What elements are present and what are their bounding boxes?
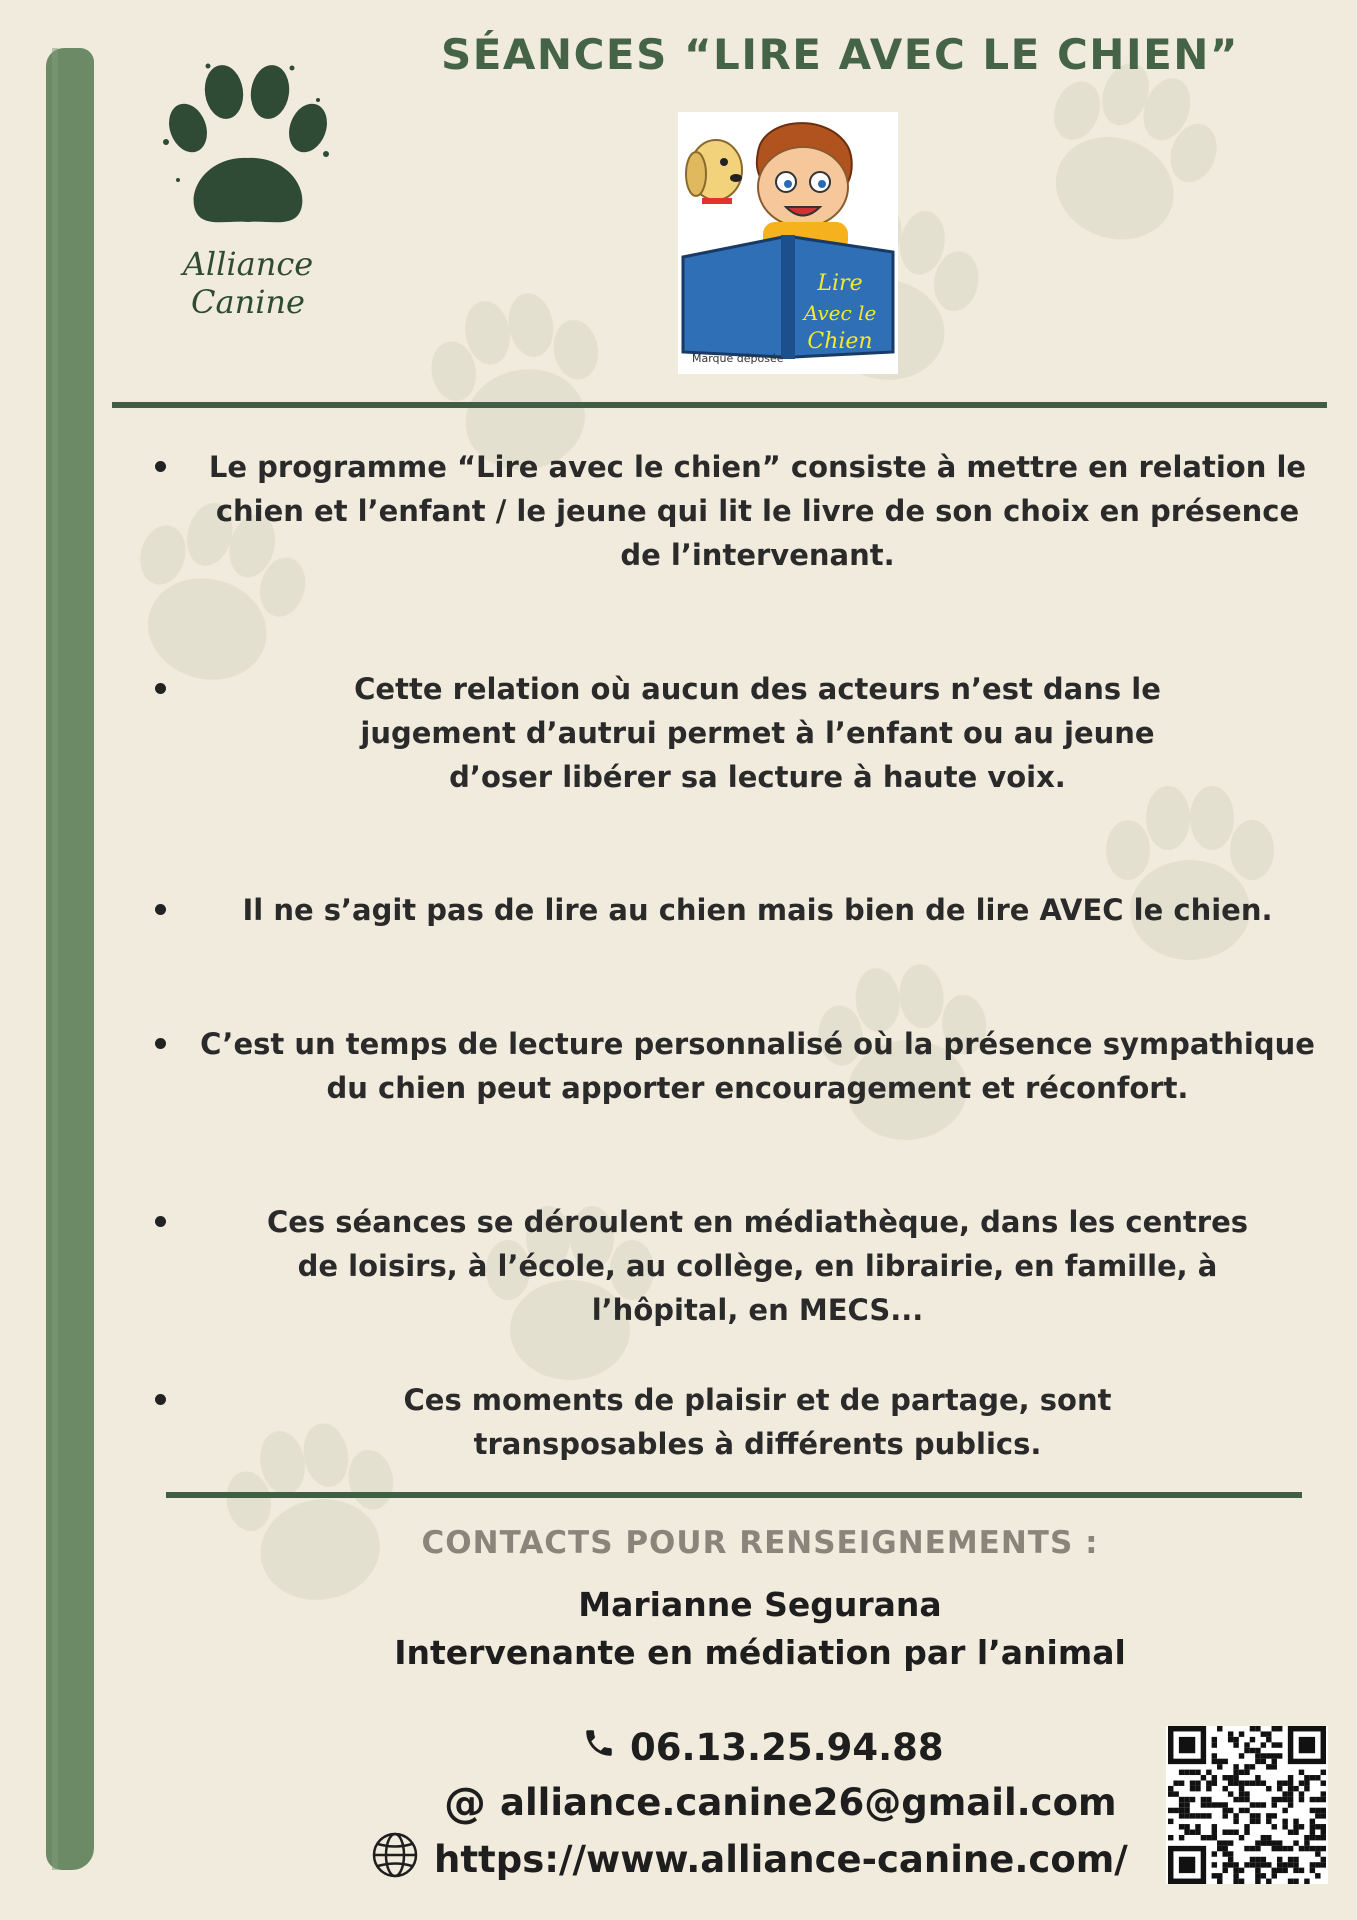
bullet-dot: [155, 1216, 166, 1227]
bullet-dot: [155, 461, 166, 472]
phone-icon: [582, 1726, 616, 1769]
contact-name: Marianne Segurana: [578, 1585, 942, 1624]
bullet-text: Cette relation où aucun des acteurs n’est dans le jugement d’autrui permet à l’enfant ou au jeune d’oser libérer sa lecture à haute voix.: [354, 672, 1161, 794]
logo-line-2: Canine: [191, 283, 305, 321]
book-cover-line-3: Chien: [807, 329, 873, 354]
boy-dog-book-illustration: [678, 112, 898, 374]
bullet-text: Ces moments de plaisir et de partage, sont transposables à différents publics.: [403, 1383, 1112, 1461]
trademark-caption: Marque déposée: [692, 352, 784, 365]
decorative-brush-bar: [46, 48, 94, 1870]
divider-bottom: [166, 1492, 1302, 1498]
email-address[interactable]: alliance.canine26@gmail.com: [500, 1781, 1117, 1824]
bullet-text: Il ne s’agit pas de lire au chien mais bien de lire AVEC le chien.: [242, 893, 1273, 927]
phone-number[interactable]: 06.13.25.94.88: [630, 1726, 944, 1769]
qr-code-graphic: [1166, 1726, 1328, 1884]
list-item: [150, 1200, 1330, 1332]
list-item: [150, 1022, 1330, 1110]
qr-code-icon[interactable]: [1166, 1726, 1328, 1884]
website-line[interactable]: [370, 1830, 1128, 1889]
book-cover-line-2: Avec le: [803, 301, 877, 325]
list-item: [150, 667, 1330, 799]
bullet-text: C’est un temps de lecture personnalisé où la présence sympathique du chien peut apporter encouragement et réconfort.: [200, 1027, 1315, 1105]
at-sign-icon: @: [444, 1778, 486, 1827]
page-title: SÉANCES “LIRE AVEC LE CHIEN”: [440, 30, 1240, 79]
contact-role: Intervenante en médiation par l’animal: [394, 1633, 1126, 1672]
book-cover-line-1: Lire: [817, 271, 863, 296]
website-url[interactable]: https://www.alliance-canine.com/: [434, 1838, 1128, 1881]
divider-top: [112, 402, 1327, 408]
logo-line-1: Alliance: [182, 245, 314, 283]
lire-avec-le-chien-illustration: [678, 112, 898, 374]
contacts-heading: CONTACTS POUR RENSEIGNEMENTS :: [421, 1525, 1099, 1561]
list-item: [150, 888, 1330, 932]
bullet-text: Le programme “Lire avec le chien” consiste à mettre en relation le chien et l’enfant / le jeune qui lit le livre de son choix en présence de l’intervenant.: [208, 450, 1307, 572]
bullet-dot: [155, 1394, 166, 1405]
email-line[interactable]: [444, 1778, 1117, 1827]
list-item: [150, 1378, 1330, 1466]
alliance-canine-logo: [148, 60, 348, 320]
contacts-section: [330, 1525, 1190, 1677]
phone-line[interactable]: [582, 1726, 944, 1769]
paw-print-icon: [153, 60, 343, 235]
bullet-dot: [155, 683, 166, 694]
globe-icon: [370, 1830, 420, 1889]
bullet-dot: [155, 904, 166, 915]
bullet-dot: [155, 1038, 166, 1049]
list-item: [150, 445, 1330, 577]
bullet-text: Ces séances se déroulent en médiathèque, dans les centres de loisirs, à l’école, au collège, en librairie, en famille, à l’hôpital, en MECS...: [266, 1205, 1249, 1327]
